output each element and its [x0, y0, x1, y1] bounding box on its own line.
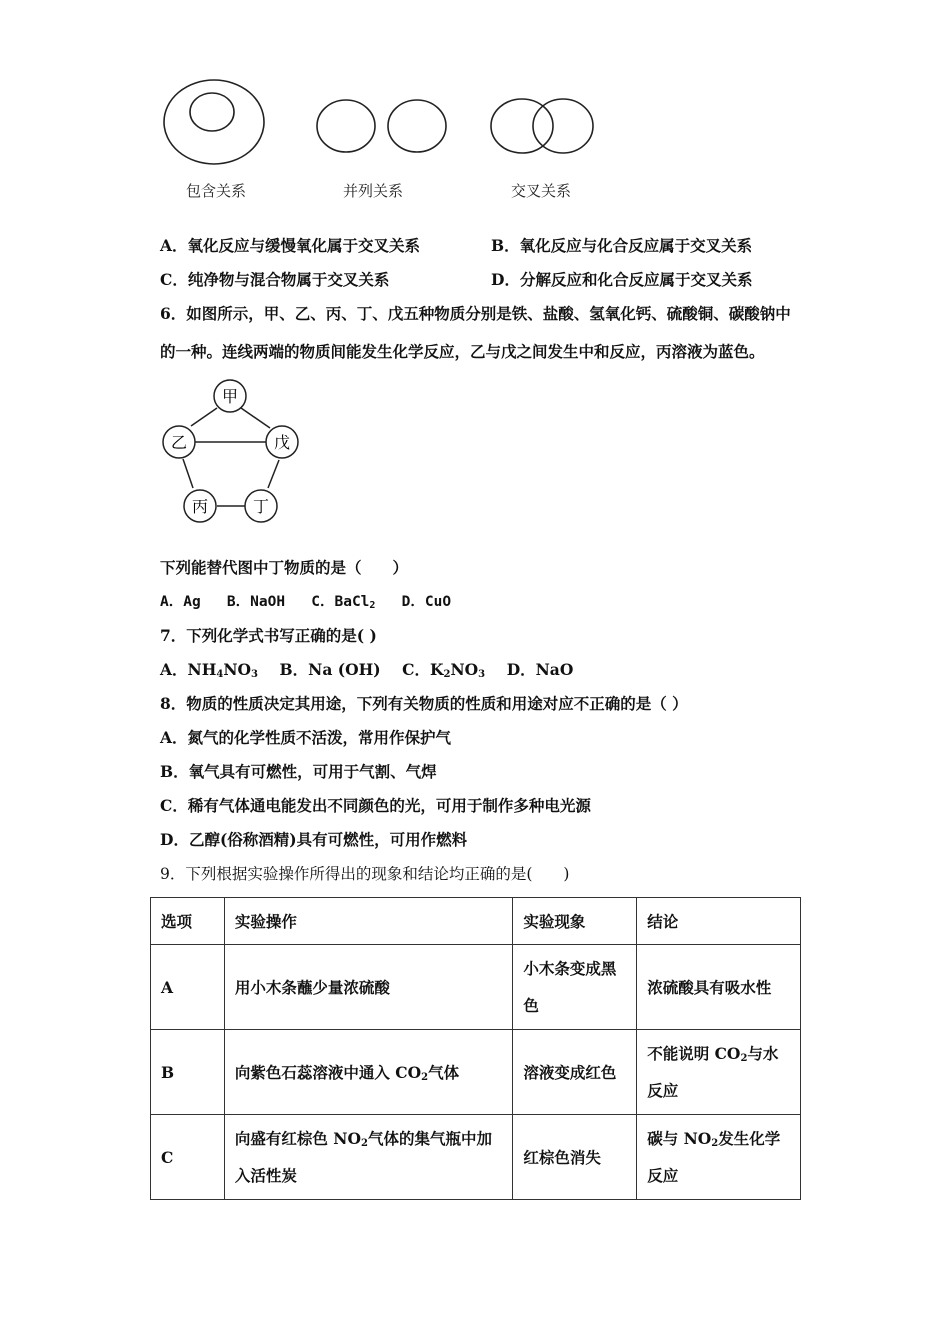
cross-right-circle: [533, 99, 593, 153]
q7-options: [160, 660, 573, 680]
row-a-phenomenon: 小木条变成黑 色: [513, 945, 637, 1030]
q9-stem: 9．下列根据实验操作所得出的现象和结论均正确的是( ): [160, 865, 570, 883]
row-b-option: B: [151, 1030, 225, 1115]
q8-option-b: B．氧气具有可燃性，可用于气割、气焊: [160, 762, 437, 781]
q6-option-b: B．NaOH: [226, 594, 286, 610]
q8-stem: 8．物质的性质决定其用途，下列有关物质的性质和用途对应不正确的是（ ）: [160, 694, 688, 713]
edge-jia-wu: [241, 408, 270, 428]
contain-inner-circle: [190, 93, 234, 131]
cross-left-circle: [491, 99, 553, 153]
header-operation: 实验操作: [224, 898, 512, 945]
table-row: [151, 1115, 801, 1200]
q6-option-d: D．CuO: [401, 594, 452, 610]
row-a-conclusion: 浓硫酸具有吸水性: [637, 945, 801, 1030]
caption-parallel: 并列关系: [343, 182, 404, 200]
row-a-operation: 用小木条蘸少量浓硫酸: [224, 945, 512, 1030]
parallel-right-circle: [388, 100, 446, 152]
row-b-conclusion: 不能说明 $CO_2$与水 反应: [637, 1030, 801, 1115]
q6-options: [160, 592, 451, 612]
q5-option-b: B．氧化反应与化合反应属于交叉关系: [491, 236, 753, 255]
parallel-left-circle: [317, 100, 375, 152]
table-row: [151, 945, 801, 1030]
q6-option-c: C．BaCl$_2$: [311, 594, 376, 611]
header-option: 选项: [151, 898, 225, 945]
node-yi-label: 乙: [170, 433, 188, 452]
venn-diagrams: [150, 70, 620, 180]
row-b-phenomenon: 溶液变成红色: [513, 1030, 637, 1115]
edge-yi-bing: [183, 459, 193, 488]
caption-cross: 交叉关系: [511, 182, 572, 200]
row-a-option: A: [151, 945, 225, 1030]
q6-stem-line2: 的一种。连线两端的物质间能发生化学反应，乙与戊之间发生中和反应，丙溶液为蓝色。: [160, 342, 765, 361]
q7-option-b: B．Na (OH): [279, 660, 381, 679]
q7-option-d: D．NaO: [506, 660, 574, 679]
q5-option-a: A．氧化反应与缓慢氧化属于交叉关系: [160, 236, 421, 255]
row-c-phenomenon: 红棕色消失: [513, 1115, 637, 1200]
q6-question: 下列能替代图中丁物质的是（ ）: [160, 558, 409, 577]
row-c-operation: 向盛有红棕色 $NO_2$气体的集气瓶中加 入活性炭: [224, 1115, 512, 1200]
q5-option-c: C．纯净物与混合物属于交叉关系: [160, 270, 390, 289]
q6-option-a: A．Ag: [160, 594, 201, 610]
q8-option-c: C．稀有气体通电能发出不同颜色的光，可用于制作多种电光源: [160, 796, 591, 815]
q8-option-d: D．乙醇(俗称酒精)具有可燃性，可用作燃料: [160, 830, 468, 849]
header-conclusion: 结论: [637, 898, 801, 945]
edge-wu-ding: [268, 460, 279, 488]
table-header-row: [151, 898, 801, 945]
row-b-operation: 向紫色石蕊溶液中通入 $CO_2$气体: [224, 1030, 512, 1115]
node-wu-label: 戊: [273, 433, 291, 452]
node-jia-label: 甲: [221, 387, 239, 406]
header-phenomenon: 实验现象: [513, 898, 637, 945]
node-bing-label: 丙: [191, 497, 209, 516]
row-c-option: C: [151, 1115, 225, 1200]
edge-jia-yi: [191, 408, 217, 426]
table-row: [151, 1030, 801, 1115]
pentagon-diagram: [155, 370, 305, 530]
q7-option-a: A．$NH_4NO_3$: [160, 660, 258, 680]
q5-option-d: D．分解反应和化合反应属于交叉关系: [491, 270, 753, 289]
caption-contain: 包含关系: [186, 182, 247, 200]
q6-stem-line1: 6．如图所示，甲、乙、丙、丁、戊五种物质分别是铁、盐酸、氢氧化钙、硫酸铜、碳酸钠中: [160, 304, 791, 323]
node-ding-label: 丁: [252, 497, 270, 516]
q7-stem: 7．下列化学式书写正确的是( ): [160, 626, 377, 645]
q8-option-a: A．氮气的化学性质不活泼，常用作保护气: [160, 728, 452, 747]
experiment-table: [150, 897, 801, 1200]
row-c-conclusion: 碳与 $NO_2$发生化学 反应: [637, 1115, 801, 1200]
q7-option-c: C．$K_2NO_3$: [402, 660, 486, 680]
